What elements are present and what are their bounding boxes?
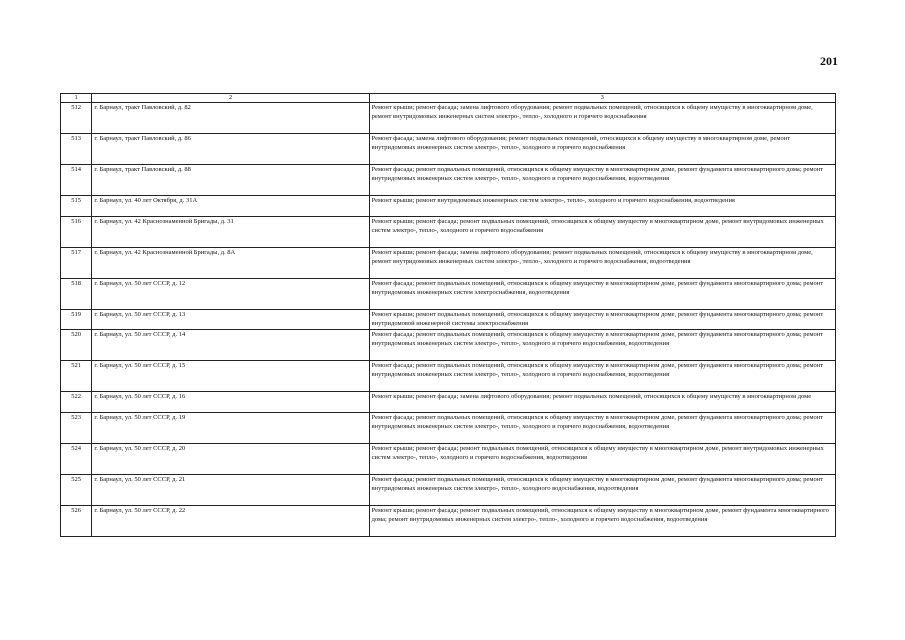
row-works: Ремонт крыши; ремонт фасада; замена лифтового оборудования; ремонт подвальных помещений, относящихся к общему имуществу в многоквартирном доме, ремонт внутридомовых инженерных систем электро-, тепло-, холодного и горячего водоснабжения [369, 103, 835, 134]
row-number: 517 [61, 248, 92, 279]
row-number: 524 [61, 444, 92, 475]
row-works: Ремонт фасада; ремонт подвальных помещений, относящихся к общему имуществу в многоквартирном доме, ремонт фундамента многоквартирного дома; ремонт внутридомовых инженерных систем электроснабжения, водоотведения [369, 279, 835, 310]
row-number: 513 [61, 134, 92, 165]
table-row [61, 361, 836, 392]
column-header-number: 1 [61, 94, 92, 103]
row-number: 518 [61, 279, 92, 310]
row-address: г. Барнаул, ул. 50 лет СССР, д. 15 [92, 361, 369, 392]
row-works: Ремонт фасада; замена лифтового оборудования; ремонт подвальных помещений, относящихся к общему имуществу в многоквартирном доме, ремонт внутридомовых инженерных систем электро-, тепло-, холодного и горячего водоснабжения [369, 134, 835, 165]
row-works: Ремонт крыши; ремонт подвальных помещений, относящихся к общему имуществу в многоквартирном доме, ремонт фундамента многоквартирного дома; ремонт внутридомовой инженерной системы электроснабжения [369, 310, 835, 330]
row-number: 519 [61, 310, 92, 330]
row-address: г. Барнаул, тракт Павловский, д. 82 [92, 103, 369, 134]
table-row [61, 413, 836, 444]
row-works: Ремонт фасада; ремонт подвальных помещений, относящихся к общему имуществу в многоквартирном доме, ремонт фундамента многоквартирного дома; ремонт внутридомовых инженерных систем электро-, тепло-, холодного водоснабжения, водоотведения [369, 475, 835, 506]
table-row [61, 330, 836, 361]
row-address: г. Барнаул, ул. 50 лет СССР, д. 12 [92, 279, 369, 310]
table-row [61, 165, 836, 196]
row-number: 523 [61, 413, 92, 444]
row-address: г. Барнаул, ул. 50 лет СССР, д. 21 [92, 475, 369, 506]
row-address: г. Барнаул, ул. 50 лет СССР, д. 16 [92, 392, 369, 413]
row-number: 525 [61, 475, 92, 506]
row-number: 526 [61, 506, 92, 537]
row-address: г. Барнаул, ул. 50 лет СССР, д. 13 [92, 310, 369, 330]
page-number: 201 [820, 54, 838, 68]
row-works: Ремонт фасада; ремонт подвальных помещений, относящихся к общему имуществу в многоквартирном доме, ремонт фундамента многоквартирного дома; ремонт внутридомовых инженерных систем электро-, тепло-, холодного и горячего водоснабжения, водоотведения [369, 330, 835, 361]
row-address: г. Барнаул, тракт Павловский, д. 88 [92, 165, 369, 196]
row-works: Ремонт крыши; ремонт фасада; замена лифтового оборудования; ремонт подвальных помещений, относящихся к общему имуществу в многоквартирном доме, ремонт внутридомовых инженерных систем электро-, тепло-, холодного и горячего водоснабжения, водоотведения [369, 248, 835, 279]
row-number: 520 [61, 330, 92, 361]
table-row [61, 196, 836, 217]
works-table [60, 93, 836, 537]
row-number: 512 [61, 103, 92, 134]
row-address: г. Барнаул, ул. 42 Краснознаменной Бригады, д. 8А [92, 248, 369, 279]
row-number: 516 [61, 217, 92, 248]
table-row [61, 310, 836, 330]
row-number: 521 [61, 361, 92, 392]
column-header-works: 3 [369, 94, 835, 103]
table-row [61, 279, 836, 310]
table-header-row [61, 94, 836, 103]
row-number: 522 [61, 392, 92, 413]
row-works: Ремонт крыши; ремонт фасада; замена лифтового оборудования; ремонт подвальных помещений, относящихся к общему имуществу в многоквартирном доме [369, 392, 835, 413]
row-works: Ремонт крыши; ремонт фасада; ремонт подвальных помещений, относящихся к общему имуществу в многоквартирном доме, ремонт внутридомовых инженерных систем электро-, тепло-, холодного и горячего водоснабжения [369, 217, 835, 248]
row-works: Ремонт фасада; ремонт подвальных помещений, относящихся к общему имуществу в многоквартирном доме, ремонт фундамента многоквартирного дома; ремонт внутридомовых инженерных систем электро-, тепло-, холодного и горячего водоснабжения, водоотведения [369, 413, 835, 444]
table-row [61, 217, 836, 248]
row-address: г. Барнаул, ул. 50 лет СССР, д. 19 [92, 413, 369, 444]
row-works: Ремонт фасада; ремонт подвальных помещений, относящихся к общему имуществу в многоквартирном доме, ремонт фундамента многоквартирного дома; ремонт внутридомовых инженерных систем электро-, тепло-, холодного и горячего водоснабжения, водоотведения [369, 361, 835, 392]
row-address: г. Барнаул, ул. 50 лет СССР, д. 22 [92, 506, 369, 537]
row-works: Ремонт крыши; ремонт фасада; ремонт подвальных помещений, относящихся к общему имуществу в многоквартирном доме, ремонт фундамента многоквартирного дома; ремонт внутридомовых инженерных систем электро-, тепло-, холодного и горячего водоснабжения, водоотведения [369, 506, 835, 537]
table-body [61, 103, 836, 537]
row-address: г. Барнаул, ул. 40 лет Октября, д. 31А [92, 196, 369, 217]
table-row [61, 134, 836, 165]
row-works: Ремонт фасада; ремонт подвальных помещений, относящихся к общему имуществу в многоквартирном доме, ремонт фундамента многоквартирного дома; ремонт внутридомовых инженерных систем электро-, тепло-, холодного и горячего водоснабжения, водоотведения [369, 165, 835, 196]
table-row [61, 475, 836, 506]
table-row [61, 248, 836, 279]
row-works: Ремонт крыши; ремонт внутридомовых инженерных систем электро-, тепло-, холодного и горячего водоснабжения, водоотведения [369, 196, 835, 217]
row-works: Ремонт крыши; ремонт фасада; ремонт подвальных помещений, относящихся к общему имуществу в многоквартирном доме, ремонт внутридомовых инженерных систем электро-, тепло-, холодного и горячего водоснабжения, водоотведения [369, 444, 835, 475]
row-address: г. Барнаул, ул. 50 лет СССР, д. 14 [92, 330, 369, 361]
row-number: 514 [61, 165, 92, 196]
table-row [61, 392, 836, 413]
table-row [61, 103, 836, 134]
column-header-address: 2 [92, 94, 369, 103]
row-address: г. Барнаул, ул. 42 Краснознаменной Бригады, д. 31 [92, 217, 369, 248]
row-address: г. Барнаул, тракт Павловский, д. 86 [92, 134, 369, 165]
table-row [61, 444, 836, 475]
row-number: 515 [61, 196, 92, 217]
table-row [61, 506, 836, 537]
row-address: г. Барнаул, ул. 50 лет СССР, д. 20 [92, 444, 369, 475]
